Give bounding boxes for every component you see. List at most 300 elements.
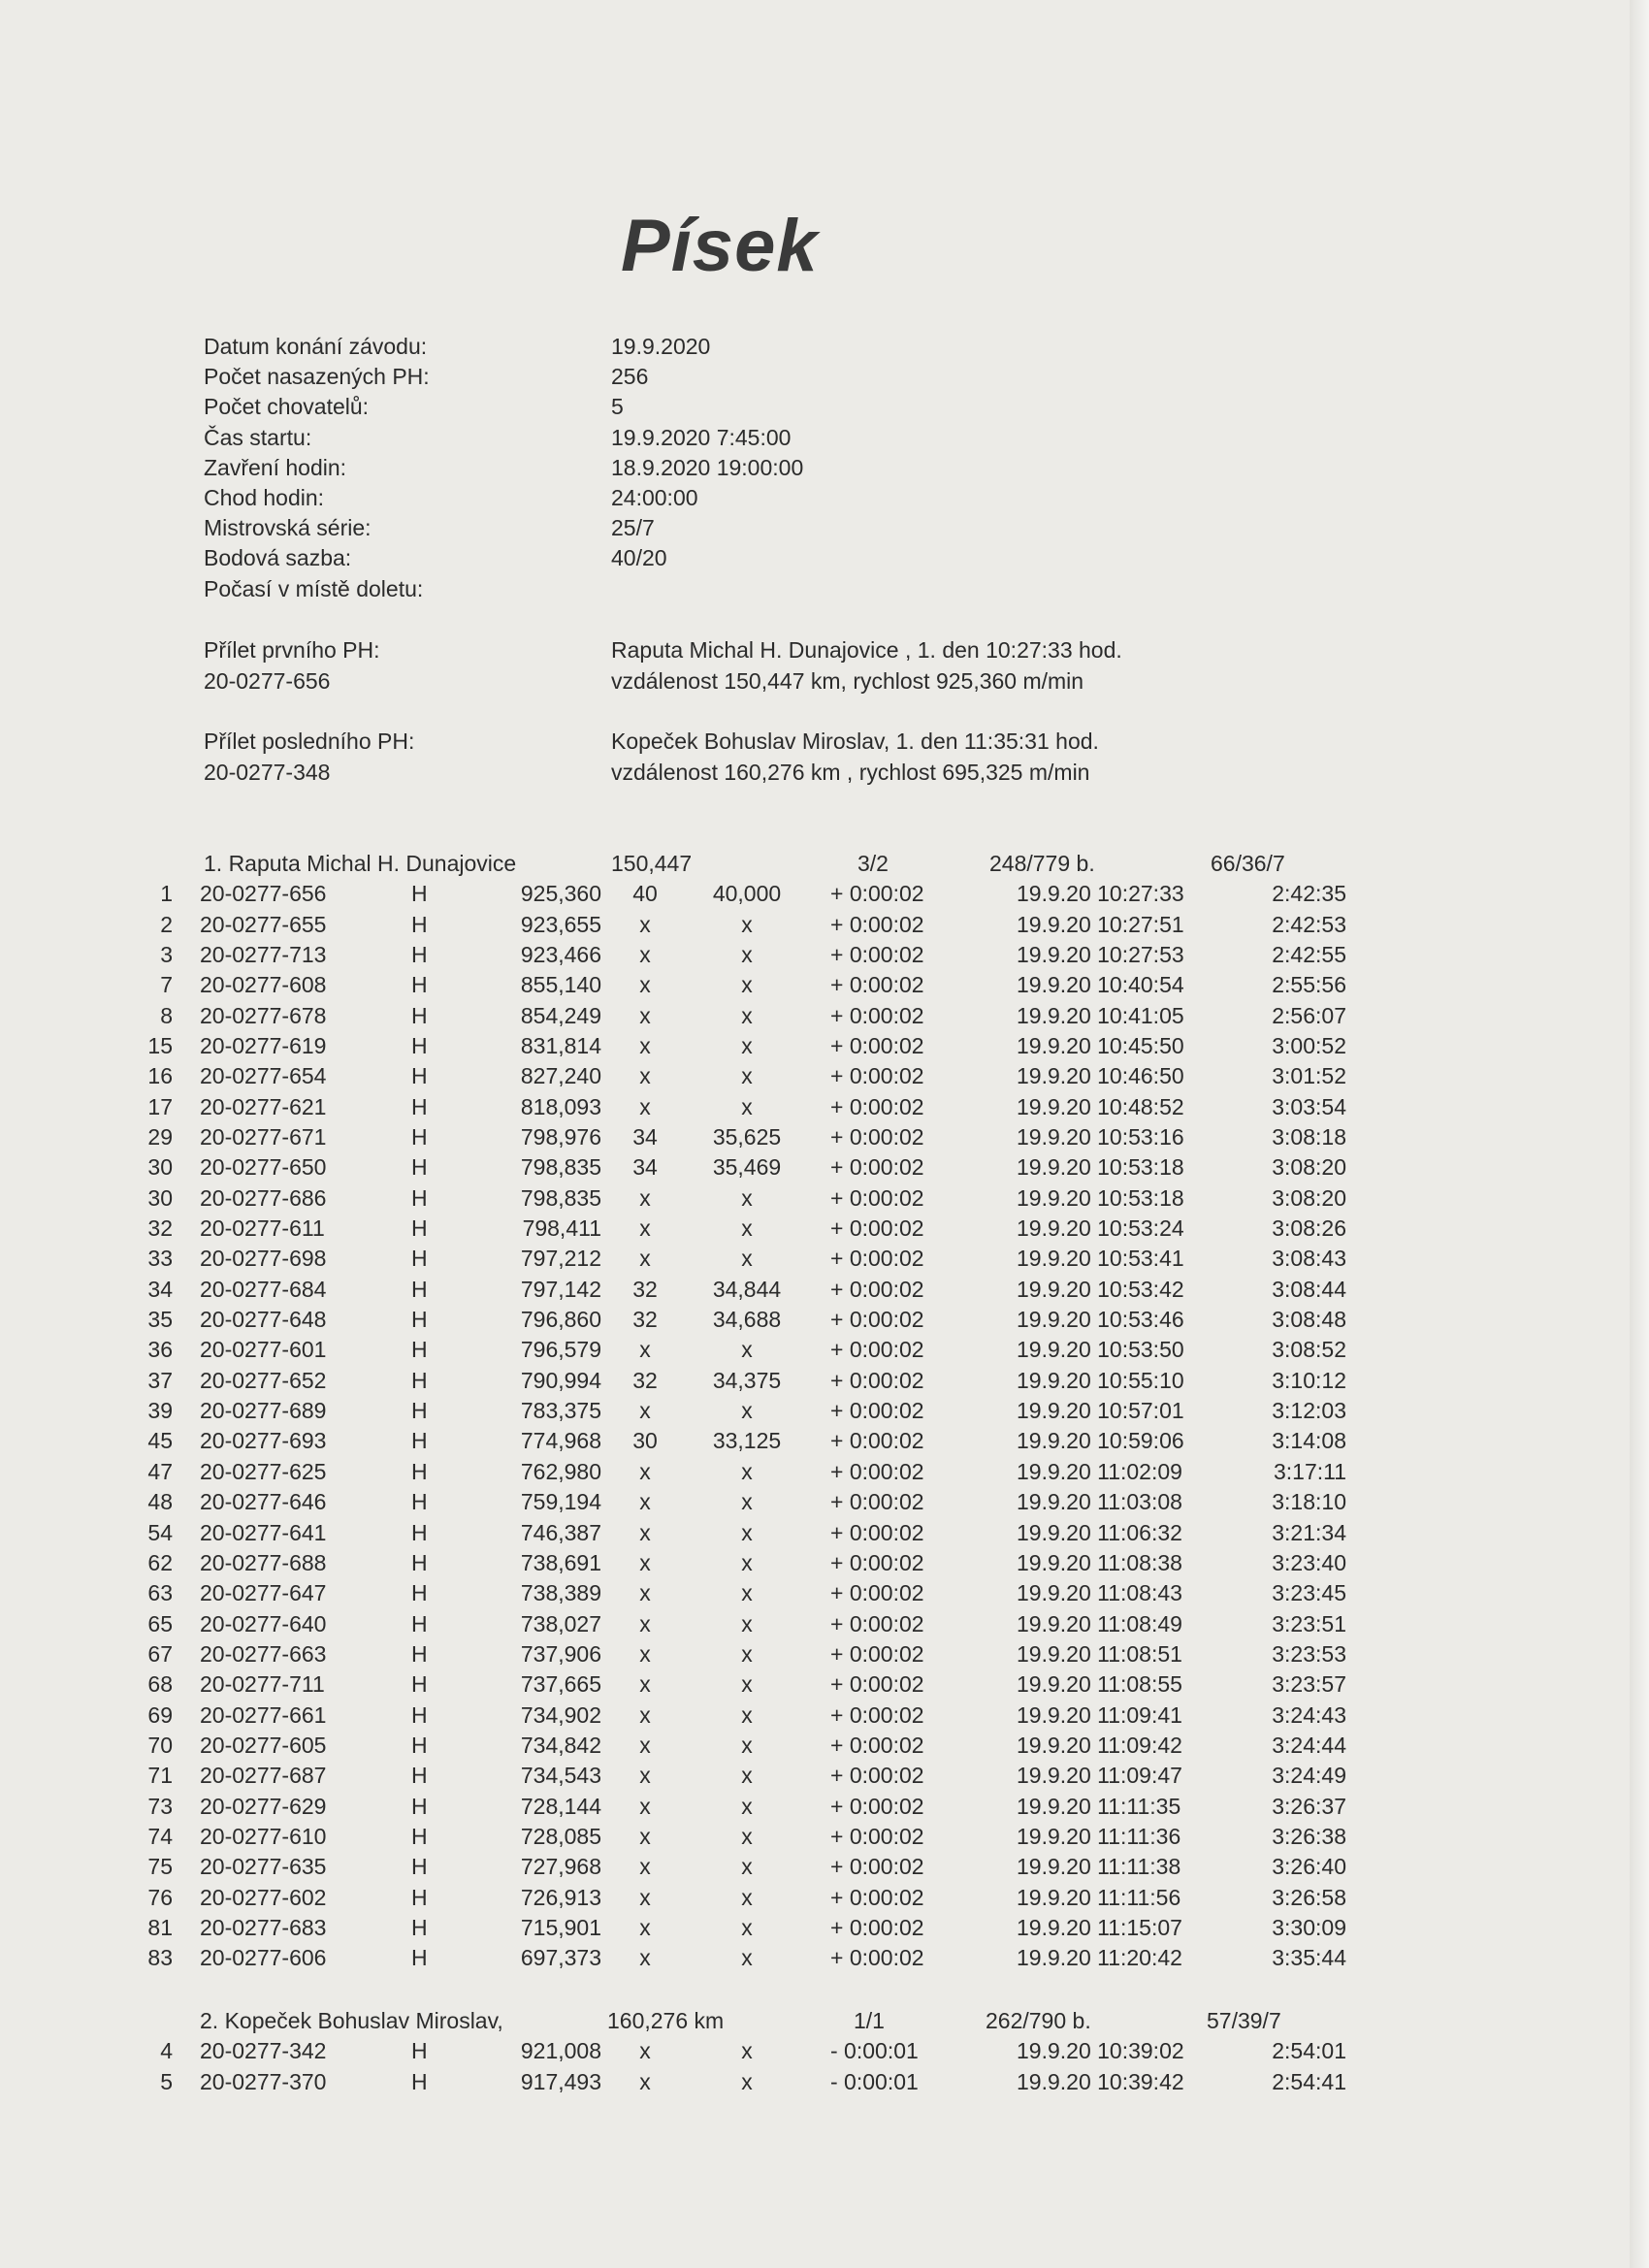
result-row	[0, 2069, 1649, 2099]
position: 36	[147, 1337, 173, 1363]
speed: 738,389	[520, 1580, 601, 1606]
sex: H	[411, 1093, 428, 1119]
arrival-time: 19.9.20 11:03:08	[1017, 1489, 1182, 1515]
clock-correction: - 0:00:01	[830, 2068, 919, 2094]
clock-correction: + 0:00:02	[830, 1428, 924, 1454]
arrival-time: 19.9.20 10:53:50	[1017, 1337, 1184, 1363]
result-row	[0, 1277, 1649, 1307]
speed: 734,543	[520, 1763, 601, 1789]
points: x	[639, 941, 651, 967]
info-label: Počet nasazených PH:	[204, 364, 430, 390]
clock-correction: + 0:00:02	[830, 1580, 924, 1606]
arrival-time: 19.9.20 11:11:36	[1017, 1823, 1181, 1849]
coefficient: x	[741, 1610, 753, 1636]
breeder-distance: 160,276 km	[607, 2008, 725, 2033]
position: 62	[147, 1549, 173, 1575]
arrival-time: 19.9.20 10:53:18	[1017, 1184, 1184, 1211]
flight-duration: 2:56:07	[1272, 1002, 1346, 1028]
position: 8	[160, 1002, 173, 1028]
arrival-time: 19.9.20 11:09:41	[1017, 1701, 1182, 1728]
sex: H	[411, 1945, 428, 1971]
flight-duration: 3:26:37	[1272, 1793, 1346, 1819]
sex: H	[411, 1671, 428, 1698]
result-row	[0, 1003, 1649, 1033]
coefficient: x	[741, 1732, 753, 1758]
points: x	[639, 1823, 651, 1849]
speed: 738,027	[520, 1610, 601, 1636]
breeder-ratio: 1/1	[854, 2008, 885, 2033]
info-label: Počasí v místě doletu:	[204, 575, 424, 601]
results-rows	[0, 881, 1649, 1975]
flight-duration: 3:23:51	[1272, 1610, 1346, 1636]
breeder-points: 248/779 b.	[989, 851, 1095, 876]
speed: 737,906	[520, 1640, 601, 1667]
flight-duration: 3:08:48	[1272, 1307, 1346, 1333]
coefficient: x	[741, 1580, 753, 1606]
speed: 728,144	[520, 1793, 601, 1819]
arrival-time: 19.9.20 10:46:50	[1017, 1063, 1184, 1089]
speed: 921,008	[520, 2038, 601, 2064]
position: 30	[147, 1154, 173, 1181]
coefficient: x	[741, 1671, 753, 1698]
clock-correction: + 0:00:02	[830, 1549, 924, 1575]
coefficient: x	[741, 1549, 753, 1575]
speed: 728,085	[520, 1823, 601, 1849]
speed: 790,994	[520, 1367, 601, 1393]
result-row	[0, 1641, 1649, 1671]
position: 68	[147, 1671, 173, 1698]
result-row	[0, 1154, 1649, 1184]
position: 69	[147, 1701, 173, 1728]
result-row	[0, 1185, 1649, 1215]
breeder-distance: 150,447	[611, 851, 693, 876]
flight-duration: 3:03:54	[1272, 1093, 1346, 1119]
info-value: 19.9.2020 7:45:00	[611, 424, 792, 450]
ring-number: 20-0277-650	[200, 1154, 327, 1181]
arrival-time: 19.9.20 10:27:53	[1017, 941, 1184, 967]
coefficient: x	[741, 1519, 753, 1545]
result-row	[0, 1824, 1649, 1854]
coefficient: x	[741, 1793, 753, 1819]
page-title: Písek	[621, 205, 819, 287]
clock-correction: + 0:00:02	[830, 1458, 924, 1484]
sex: H	[411, 1732, 428, 1758]
breeder-series: 57/39/7	[1207, 2008, 1281, 2033]
ring-number: 20-0277-671	[200, 1124, 327, 1150]
position: 76	[147, 1884, 173, 1910]
sex: H	[411, 2038, 428, 2064]
results-section-raputa	[0, 851, 1649, 1976]
result-row	[0, 1215, 1649, 1246]
sex: H	[411, 1519, 428, 1545]
result-row	[0, 1337, 1649, 1367]
flight-duration: 3:12:03	[1272, 1398, 1346, 1424]
position: 45	[147, 1428, 173, 1454]
sex: H	[411, 1398, 428, 1424]
sex: H	[411, 1458, 428, 1484]
arrival-time: 19.9.20 10:39:02	[1017, 2038, 1184, 2064]
arrival-time: 19.9.20 10:53:46	[1017, 1307, 1184, 1333]
flight-duration: 3:24:49	[1272, 1763, 1346, 1789]
clock-correction: + 0:00:02	[830, 1763, 924, 1789]
breeder-name: 1. Raputa Michal H. Dunajovice	[204, 851, 517, 876]
points: x	[639, 911, 651, 937]
clock-correction: + 0:00:02	[830, 881, 924, 907]
position: 32	[147, 1215, 173, 1242]
ring-number: 20-0277-654	[200, 1063, 327, 1089]
clock-correction: + 0:00:02	[830, 1489, 924, 1515]
speed: 738,691	[520, 1549, 601, 1575]
position: 54	[147, 1519, 173, 1545]
ring-number: 20-0277-711	[200, 1671, 325, 1698]
result-row	[0, 1702, 1649, 1733]
ring-number: 20-0277-605	[200, 1732, 327, 1758]
speed: 923,655	[520, 911, 601, 937]
flight-duration: 2:55:56	[1272, 972, 1346, 998]
info-value: 25/7	[611, 515, 655, 541]
sex: H	[411, 1701, 428, 1728]
points: x	[639, 1215, 651, 1242]
flight-duration: 2:42:53	[1272, 911, 1346, 937]
position: 3	[160, 941, 173, 967]
ring-number: 20-0277-602	[200, 1884, 327, 1910]
flight-duration: 3:23:53	[1272, 1640, 1346, 1667]
ring-number: 20-0277-656	[200, 881, 327, 907]
result-row	[0, 1945, 1649, 1975]
info-label: Chod hodin:	[204, 484, 325, 510]
ring-number: 20-0277-610	[200, 1823, 327, 1849]
result-row	[0, 1094, 1649, 1124]
flight-duration: 3:21:34	[1272, 1519, 1346, 1545]
position: 34	[147, 1276, 173, 1302]
arrival-time: 19.9.20 11:08:55	[1017, 1671, 1182, 1698]
arrival-time: 19.9.20 10:53:41	[1017, 1246, 1184, 1272]
points: x	[639, 1093, 651, 1119]
position: 35	[147, 1307, 173, 1333]
points: x	[639, 1610, 651, 1636]
coefficient: 34,375	[712, 1367, 782, 1393]
coefficient: x	[741, 1945, 753, 1971]
arrival-time: 19.9.20 11:09:42	[1017, 1732, 1182, 1758]
arrival-time: 19.9.20 10:53:42	[1017, 1276, 1184, 1302]
sex: H	[411, 2068, 428, 2094]
points: x	[639, 2038, 651, 2064]
speed: 855,140	[520, 972, 601, 998]
flight-duration: 2:54:41	[1272, 2068, 1346, 2094]
coefficient: x	[741, 1640, 753, 1667]
arrival-time: 19.9.20 11:08:49	[1017, 1610, 1182, 1636]
ring-number: 20-0277-621	[200, 1093, 327, 1119]
sex: H	[411, 941, 428, 967]
breeder-ratio: 3/2	[857, 851, 889, 876]
points: x	[639, 1519, 651, 1545]
ring-number: 20-0277-601	[200, 1337, 327, 1363]
points: x	[639, 1640, 651, 1667]
coefficient: 34,844	[712, 1276, 782, 1302]
result-row	[0, 912, 1649, 942]
info-label: Datum konání závodu:	[204, 334, 428, 359]
position: 7	[160, 972, 173, 998]
speed: 925,360	[520, 881, 601, 907]
speed: 734,842	[520, 1732, 601, 1758]
arrival-time: 19.9.20 10:53:16	[1017, 1124, 1184, 1150]
points: x	[639, 1793, 651, 1819]
sex: H	[411, 1854, 428, 1880]
points: x	[639, 1337, 651, 1363]
clock-correction: + 0:00:02	[830, 1732, 924, 1758]
info-label: Bodová sazba:	[204, 545, 352, 571]
coefficient: x	[741, 1489, 753, 1515]
coefficient: x	[741, 1337, 753, 1363]
ring-number: 20-0277-652	[200, 1367, 327, 1393]
ring-number: 20-0277-683	[200, 1914, 327, 1940]
arrival-time: 19.9.20 10:53:18	[1017, 1154, 1184, 1181]
result-row	[0, 1763, 1649, 1793]
position: 71	[147, 1763, 173, 1789]
position: 39	[147, 1398, 173, 1424]
arrival-time: 19.9.20 11:11:35	[1017, 1793, 1181, 1819]
clock-correction: + 0:00:02	[830, 1671, 924, 1698]
speed: 797,142	[520, 1276, 601, 1302]
coefficient: x	[741, 2038, 753, 2064]
sex: H	[411, 1337, 428, 1363]
clock-correction: + 0:00:02	[830, 941, 924, 967]
ring-number: 20-0277-619	[200, 1033, 327, 1059]
clock-correction: + 0:00:02	[830, 1002, 924, 1028]
arrival-time: 19.9.20 10:27:33	[1017, 881, 1184, 907]
results-rows	[0, 2038, 1649, 2099]
result-row	[0, 1459, 1649, 1489]
clock-correction: + 0:00:02	[830, 1945, 924, 1971]
arrival-time: 19.9.20 11:11:56	[1017, 1884, 1181, 1910]
result-row	[0, 942, 1649, 972]
ring-number: 20-0277-370	[200, 2068, 327, 2094]
clock-correction: + 0:00:02	[830, 1093, 924, 1119]
points: 34	[632, 1154, 658, 1181]
speed: 759,194	[520, 1489, 601, 1515]
points: x	[639, 1914, 651, 1940]
result-row	[0, 1611, 1649, 1641]
clock-correction: + 0:00:02	[830, 1610, 924, 1636]
sex: H	[411, 1184, 428, 1211]
position: 4	[160, 2038, 173, 2064]
position: 81	[147, 1914, 173, 1940]
coefficient: 34,688	[712, 1307, 782, 1333]
points: x	[639, 1398, 651, 1424]
coefficient: x	[741, 1914, 753, 1940]
arrival-time: 19.9.20 11:08:51	[1017, 1640, 1182, 1667]
sex: H	[411, 911, 428, 937]
arrival-time: 19.9.20 10:27:51	[1017, 911, 1184, 937]
clock-correction: + 0:00:02	[830, 1519, 924, 1545]
speed: 774,968	[520, 1428, 601, 1454]
sex: H	[411, 1215, 428, 1242]
result-row	[0, 1246, 1649, 1276]
flight-duration: 3:08:52	[1272, 1337, 1346, 1363]
speed: 726,913	[520, 1884, 601, 1910]
points: x	[639, 1184, 651, 1211]
ring-number: 20-0277-684	[200, 1276, 327, 1302]
sex: H	[411, 1367, 428, 1393]
first-arrival-ring: 20-0277-656	[204, 667, 331, 694]
flight-duration: 3:26:40	[1272, 1854, 1346, 1880]
sex: H	[411, 881, 428, 907]
coefficient: x	[741, 1215, 753, 1242]
sex: H	[411, 1063, 428, 1089]
points: x	[639, 1246, 651, 1272]
speed: 737,665	[520, 1671, 601, 1698]
result-row	[0, 972, 1649, 1002]
info-value: 18.9.2020 19:00:00	[611, 454, 804, 480]
position: 2	[160, 911, 173, 937]
flight-duration: 3:23:57	[1272, 1671, 1346, 1698]
info-label: Počet chovatelů:	[204, 394, 370, 420]
clock-correction: + 0:00:02	[830, 911, 924, 937]
result-row	[0, 1033, 1649, 1063]
points: 30	[632, 1428, 658, 1454]
sex: H	[411, 1823, 428, 1849]
arrival-time: 19.9.20 11:08:38	[1017, 1549, 1182, 1575]
speed: 798,835	[520, 1184, 601, 1211]
arrival-time: 19.9.20 10:40:54	[1017, 972, 1184, 998]
ring-number: 20-0277-608	[200, 972, 327, 998]
speed: 762,980	[520, 1458, 601, 1484]
arrival-time: 19.9.20 11:02:09	[1017, 1458, 1182, 1484]
points: x	[639, 1002, 651, 1028]
coefficient: x	[741, 1884, 753, 1910]
sex: H	[411, 1124, 428, 1150]
position: 16	[147, 1063, 173, 1089]
clock-correction: + 0:00:02	[830, 1215, 924, 1242]
arrival-time: 19.9.20 10:57:01	[1017, 1398, 1184, 1424]
flight-duration: 3:26:38	[1272, 1823, 1346, 1849]
points: x	[639, 1884, 651, 1910]
speed: 715,901	[520, 1914, 601, 1940]
points: x	[639, 1489, 651, 1515]
flight-duration: 3:17:11	[1273, 1458, 1346, 1484]
sex: H	[411, 1002, 428, 1028]
clock-correction: + 0:00:02	[830, 1154, 924, 1181]
position: 73	[147, 1793, 173, 1819]
result-row	[0, 881, 1649, 911]
points: x	[639, 1458, 651, 1484]
flight-duration: 3:23:45	[1272, 1580, 1346, 1606]
speed: 818,093	[520, 1093, 601, 1119]
position: 83	[147, 1945, 173, 1971]
sex: H	[411, 1246, 428, 1272]
flight-duration: 2:54:01	[1272, 2038, 1346, 2064]
coefficient: x	[741, 1002, 753, 1028]
ring-number: 20-0277-678	[200, 1002, 327, 1028]
arrival-time: 19.9.20 10:41:05	[1017, 1002, 1184, 1028]
sex: H	[411, 1154, 428, 1181]
speed: 798,411	[522, 1215, 601, 1242]
clock-correction: + 0:00:02	[830, 1884, 924, 1910]
speed: 798,976	[520, 1124, 601, 1150]
sex: H	[411, 1307, 428, 1333]
coefficient: x	[741, 1093, 753, 1119]
coefficient: x	[741, 1763, 753, 1789]
result-row	[0, 1854, 1649, 1884]
result-row	[0, 1794, 1649, 1824]
coefficient: x	[741, 1184, 753, 1211]
sex: H	[411, 1763, 428, 1789]
first-arrival-line1: Raputa Michal H. Dunajovice , 1. den 10:27:33 hod.	[611, 637, 1122, 663]
flight-duration: 2:42:35	[1272, 881, 1346, 907]
coefficient: x	[741, 941, 753, 967]
info-label: Mistrovská série:	[204, 515, 372, 541]
coefficient: 40,000	[712, 881, 782, 907]
clock-correction: + 0:00:02	[830, 1124, 924, 1150]
points: x	[639, 2068, 651, 2094]
position: 48	[147, 1489, 173, 1515]
flight-duration: 2:42:55	[1272, 941, 1346, 967]
arrival-time: 19.9.20 11:09:47	[1017, 1763, 1182, 1789]
speed: 831,814	[520, 1033, 601, 1059]
clock-correction: + 0:00:02	[830, 1701, 924, 1728]
clock-correction: + 0:00:02	[830, 1246, 924, 1272]
info-value: 40/20	[611, 545, 667, 571]
arrival-time: 19.9.20 10:45:50	[1017, 1033, 1184, 1059]
speed: 783,375	[520, 1398, 601, 1424]
flight-duration: 3:00:52	[1272, 1033, 1346, 1059]
last-arrival-line1: Kopeček Bohuslav Miroslav, 1. den 11:35:31 hod.	[611, 729, 1099, 754]
sex: H	[411, 1428, 428, 1454]
result-row	[0, 1398, 1649, 1428]
speed: 798,835	[520, 1154, 601, 1181]
arrival-time: 19.9.20 11:15:07	[1017, 1914, 1182, 1940]
ring-number: 20-0277-686	[200, 1184, 327, 1211]
clock-correction: + 0:00:02	[830, 1398, 924, 1424]
clock-correction: + 0:00:02	[830, 1033, 924, 1059]
result-row	[0, 1671, 1649, 1701]
result-row	[0, 1063, 1649, 1093]
speed: 697,373	[520, 1945, 601, 1971]
result-row	[0, 1307, 1649, 1337]
first-arrival-label: Přílet prvního PH:	[204, 637, 380, 663]
arrival-time: 19.9.20 10:59:06	[1017, 1428, 1184, 1454]
results-section-kopecek	[0, 2008, 1649, 2099]
coefficient: x	[741, 972, 753, 998]
flight-duration: 3:08:44	[1272, 1276, 1346, 1302]
position: 47	[147, 1458, 173, 1484]
sex: H	[411, 1549, 428, 1575]
points: x	[639, 1701, 651, 1728]
points: 32	[632, 1276, 658, 1302]
ring-number: 20-0277-687	[200, 1763, 327, 1789]
result-row	[0, 1124, 1649, 1154]
points: 32	[632, 1307, 658, 1333]
ring-number: 20-0277-655	[200, 911, 327, 937]
position: 74	[147, 1823, 173, 1849]
clock-correction: + 0:00:02	[830, 1854, 924, 1880]
position: 29	[147, 1124, 173, 1150]
arrival-time: 19.9.20 11:20:42	[1017, 1945, 1182, 1971]
position: 15	[147, 1033, 173, 1059]
ring-number: 20-0277-342	[200, 2038, 327, 2064]
speed: 917,493	[520, 2068, 601, 2094]
result-row	[0, 1428, 1649, 1458]
clock-correction: + 0:00:02	[830, 1337, 924, 1363]
result-row	[0, 2038, 1649, 2068]
sex: H	[411, 1640, 428, 1667]
flight-duration: 3:23:40	[1272, 1549, 1346, 1575]
points: x	[639, 1671, 651, 1698]
flight-duration: 3:01:52	[1272, 1063, 1346, 1089]
points: x	[639, 972, 651, 998]
speed: 923,466	[520, 941, 601, 967]
first-arrival-line2: vzdálenost 150,447 km, rychlost 925,360 m/min	[611, 667, 1084, 694]
